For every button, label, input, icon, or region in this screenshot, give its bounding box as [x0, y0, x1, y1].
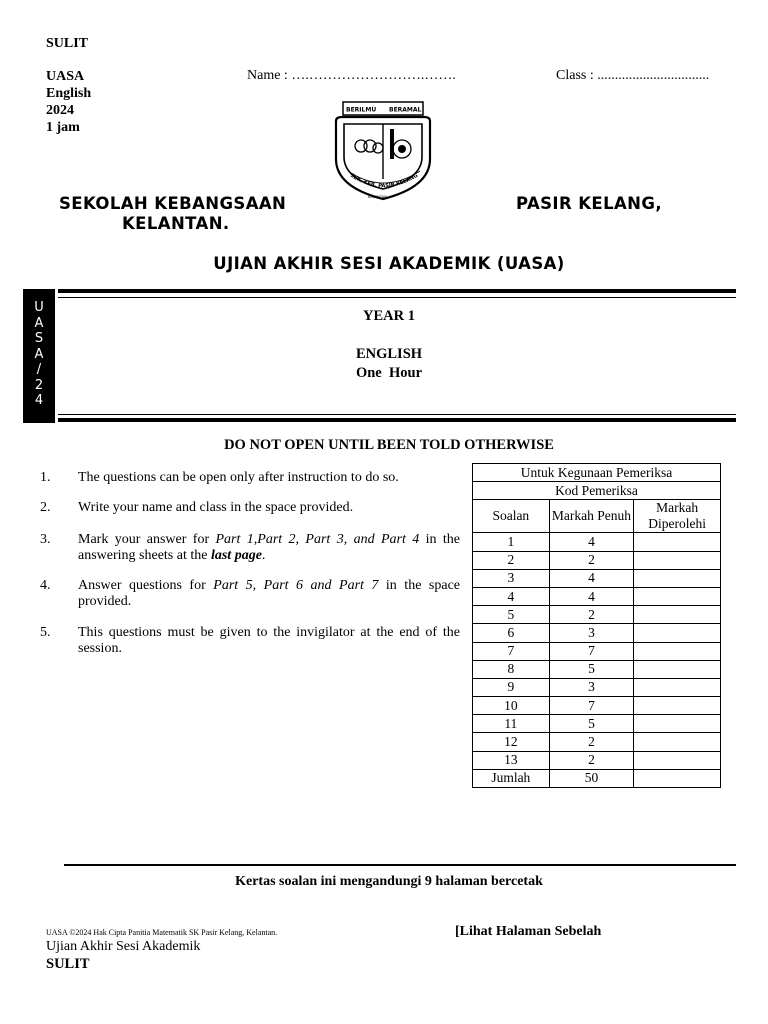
table-row: [473, 660, 721, 678]
table-row: [473, 533, 721, 551]
copyright-notice: UASA ©2024 Hak Cipta Panitia Matematik SK Pasir Kelang, Kelantan.: [46, 928, 278, 937]
obtained-marks-cell[interactable]: [634, 751, 721, 769]
question-number: 13: [473, 751, 550, 769]
name-blank[interactable]: ….…………………….…….: [291, 68, 456, 83]
name-label: Name :: [247, 68, 288, 83]
table-row: [473, 697, 721, 715]
svg-text:KELANTAN: KELANTAN: [368, 195, 387, 199]
total-value: 50: [549, 769, 634, 787]
question-number: 3: [473, 569, 550, 587]
warning-text: DO NOT OPEN UNTIL BEEN TOLD OTHERWISE: [224, 437, 554, 453]
table-row: [473, 551, 721, 569]
school-name-line2: KELANTAN.: [122, 214, 230, 233]
table-row: [473, 733, 721, 751]
obtained-marks-cell[interactable]: [634, 624, 721, 642]
column-header-soalan: Soalan: [473, 500, 550, 533]
full-marks: 5: [549, 660, 634, 678]
table-row: [473, 715, 721, 733]
obtained-marks-cell[interactable]: [634, 642, 721, 660]
question-number: 5: [473, 606, 550, 624]
full-marks: 4: [549, 569, 634, 587]
side-tab-char: U: [34, 300, 44, 315]
side-tab-char: A: [34, 315, 44, 331]
obtained-marks-cell[interactable]: [634, 733, 721, 751]
table-row: [473, 587, 721, 605]
obtained-marks-cell[interactable]: [634, 533, 721, 551]
confidential-footer: SULIT: [46, 956, 90, 972]
side-tab-char: /: [36, 362, 42, 377]
obtained-marks-cell[interactable]: [634, 587, 721, 605]
table-row: [473, 569, 721, 587]
question-number: 1: [473, 533, 550, 551]
school-name-line1-left: SEKOLAH KEBANGSAAN: [59, 194, 287, 213]
question-number: 9: [473, 678, 550, 696]
question-number: 2: [473, 551, 550, 569]
obtained-marks-cell[interactable]: [634, 551, 721, 569]
question-number: 12: [473, 733, 550, 751]
bottom-thin-rule: [58, 414, 736, 415]
page-count-note: Kertas soalan ini mengandungi 9 halaman bercetak: [235, 874, 543, 889]
obtained-marks-cell[interactable]: [634, 697, 721, 715]
instructions-list: 1. The questions can be open only after instruction to do so. 2. Write your name and class in the space provided. 3. Mark your answer for Part 1,Part 2, Part 3, and Part 4 in the answering sheets at the last page. 4. Answer questions for Part 5, Part 6 and Part 7 in the space provided. 5. This questions must be given to the invigilator at the end of the session.: [40, 470, 460, 656]
exam-title: UJIAN AKHIR SESI AKADEMIK (UASA): [213, 254, 565, 273]
total-score-cell[interactable]: [634, 769, 721, 787]
paper-meta: [46, 68, 91, 136]
column-header-markah-penuh: Markah Penuh: [549, 500, 634, 533]
class-label: Class :: [556, 68, 594, 83]
top-thick-rule: [58, 289, 736, 293]
school-crest-logo: [332, 99, 436, 203]
full-marks: 5: [549, 715, 634, 733]
svg-text:BERAMAL: BERAMAL: [389, 106, 422, 114]
total-label: Jumlah: [473, 769, 550, 787]
svg-text:SEK. KEB. PASIR KELANG: SEK. KEB. PASIR KELANG: [348, 172, 420, 190]
examiner-marks-table: [472, 463, 721, 788]
question-number: 10: [473, 697, 550, 715]
exam-name-footer: Ujian Akhir Sesi Akademik: [46, 939, 201, 954]
obtained-marks-cell[interactable]: [634, 678, 721, 696]
full-marks: 2: [549, 551, 634, 569]
question-number: 4: [473, 587, 550, 605]
full-marks: 3: [549, 624, 634, 642]
side-tab-char: S: [34, 331, 44, 346]
footer-rule: [64, 864, 736, 866]
paper-subject: English: [46, 86, 92, 101]
full-marks: 2: [549, 733, 634, 751]
class-field[interactable]: [556, 68, 709, 84]
table-row: [473, 624, 721, 642]
svg-text:BERILMU: BERILMU: [346, 106, 377, 114]
table-row: [473, 678, 721, 696]
duration-label: One Hour: [355, 365, 423, 381]
question-number: 7: [473, 642, 550, 660]
class-blank[interactable]: ................................: [597, 68, 710, 83]
side-tab-char: 2: [34, 377, 44, 393]
full-marks: 3: [549, 678, 634, 696]
table-row: [473, 606, 721, 624]
column-header-markah-diperolehi: Markah Diperolehi: [634, 500, 721, 533]
full-marks: 2: [549, 751, 634, 769]
obtained-marks-cell[interactable]: [634, 660, 721, 678]
top-thin-rule: [58, 297, 736, 298]
paper-code: UASA: [46, 69, 85, 84]
question-number: 6: [473, 624, 550, 642]
bottom-thick-rule: [58, 418, 736, 422]
next-page-note: [Lihat Halaman Sebelah: [455, 924, 602, 939]
table-row: [473, 642, 721, 660]
school-name-line1-right: PASIR KELANG,: [516, 194, 662, 213]
subject-label: ENGLISH: [355, 346, 423, 362]
name-field[interactable]: [247, 68, 456, 84]
table-subtitle: Kod Pemeriksa: [473, 482, 721, 500]
obtained-marks-cell[interactable]: [634, 606, 721, 624]
confidential-label: SULIT: [46, 36, 89, 51]
obtained-marks-cell[interactable]: [634, 715, 721, 733]
side-tab-char: 4: [34, 393, 44, 408]
obtained-marks-cell[interactable]: [634, 569, 721, 587]
table-title: Untuk Kegunaan Pemeriksa: [473, 464, 721, 482]
side-tab-char: A: [34, 346, 44, 362]
paper-time: 1 jam: [46, 120, 80, 135]
year-label: YEAR 1: [363, 308, 415, 324]
full-marks: 4: [549, 533, 634, 551]
full-marks: 4: [549, 587, 634, 605]
full-marks: 7: [549, 697, 634, 715]
paper-year: 2024: [46, 103, 74, 118]
question-number: 11: [473, 715, 550, 733]
question-number: 8: [473, 660, 550, 678]
table-row: [473, 751, 721, 769]
full-marks: 7: [549, 642, 634, 660]
full-marks: 2: [549, 606, 634, 624]
